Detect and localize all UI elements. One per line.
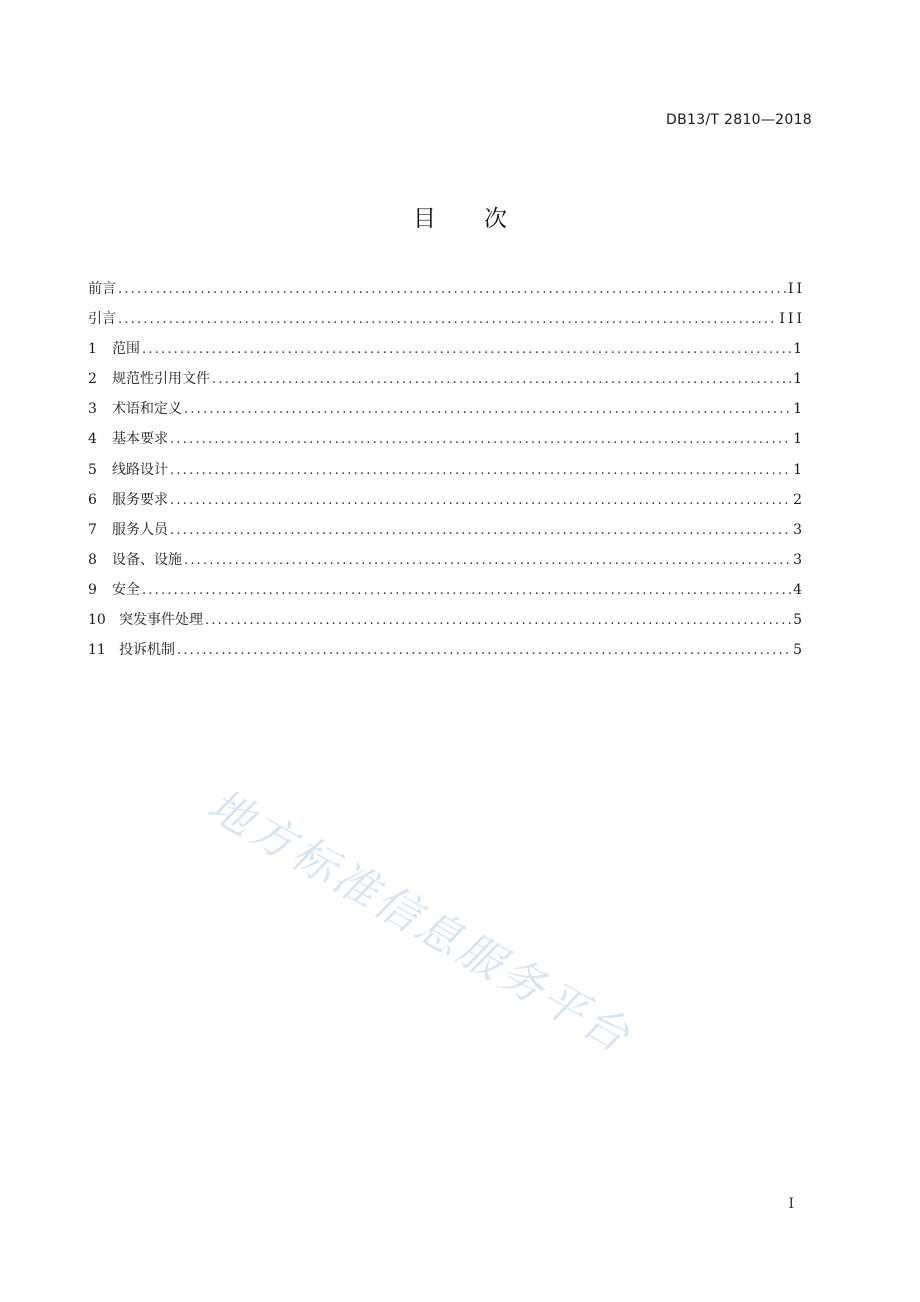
- toc-section-number: 6: [88, 491, 97, 508]
- toc-page-number: 2: [793, 491, 805, 508]
- toc-leader-dots: [205, 610, 791, 632]
- toc-entry-2[interactable]: [88, 368, 805, 398]
- toc-entry-label: 突发事件处理: [119, 612, 203, 629]
- toc-page-number: 1: [793, 371, 805, 388]
- toc-entry-label: 基本要求: [112, 431, 168, 448]
- toc-leader-dots: [177, 640, 791, 662]
- toc-entry-label: 规范性引用文件: [112, 371, 210, 388]
- toc-entry-label: 设备、设施: [112, 551, 182, 568]
- toc-entry-5[interactable]: [88, 459, 805, 489]
- toc-section-number: 2: [88, 371, 97, 388]
- toc-entry-label: 范围: [112, 341, 140, 358]
- toc-leader-dots: [184, 399, 791, 421]
- toc-leader-dots: [170, 429, 791, 451]
- toc-leader-dots: [118, 309, 777, 331]
- toc-page-number: 5: [793, 642, 805, 659]
- toc-page-number: 1: [793, 401, 805, 418]
- toc-page-number: 1: [793, 431, 805, 448]
- toc-leader-dots: [118, 279, 786, 301]
- page-number: I: [788, 1196, 794, 1212]
- toc-entry-1[interactable]: [88, 338, 805, 368]
- toc-section-number: 4: [88, 431, 97, 448]
- toc-entry-10[interactable]: [88, 609, 805, 639]
- toc-section-number: 3: [88, 401, 97, 418]
- toc-entry-label: 投诉机制: [119, 642, 175, 659]
- toc-entry-6[interactable]: [88, 489, 805, 519]
- toc-section-number: 10: [88, 612, 106, 629]
- toc-entry-label: 服务要求: [112, 491, 168, 508]
- watermark-text: 地方标准信息服务平台: [199, 779, 641, 1064]
- toc-section-number: 5: [88, 461, 97, 478]
- toc-entry-label: 服务人员: [112, 521, 168, 538]
- toc-entry-8[interactable]: [88, 549, 805, 579]
- toc-entry-3[interactable]: [88, 398, 805, 428]
- toc-page-number: 3: [793, 551, 805, 568]
- toc-entry-foreword[interactable]: [88, 278, 805, 308]
- toc-section-number: 7: [88, 521, 97, 538]
- toc-entry-label: 线路设计: [112, 461, 168, 478]
- toc-page-number: 1: [793, 461, 805, 478]
- toc-leader-dots: [170, 520, 791, 542]
- toc-entry-introduction[interactable]: [88, 308, 805, 338]
- toc-leader-dots: [212, 369, 791, 391]
- toc-leader-dots: [184, 550, 791, 572]
- toc-entry-label: 前言: [88, 281, 116, 297]
- toc-page-number: 5: [793, 612, 805, 629]
- toc-leader-dots: [142, 580, 791, 602]
- toc-leader-dots: [170, 460, 791, 482]
- toc-entry-11[interactable]: [88, 639, 805, 669]
- toc-entry-label: 引言: [88, 311, 116, 328]
- toc-section-number: 9: [88, 581, 97, 598]
- document-code: DB13/T 2810—2018: [666, 112, 812, 128]
- toc-leader-dots: [170, 490, 791, 512]
- page-title: 目次: [413, 206, 555, 232]
- toc-entry-4[interactable]: [88, 428, 805, 458]
- toc-page-number: II: [787, 281, 805, 297]
- toc-page-number: 1: [793, 341, 805, 358]
- toc-entry-7[interactable]: [88, 519, 805, 549]
- toc-section-number: 1: [88, 341, 97, 358]
- toc-entry-9[interactable]: [88, 579, 805, 609]
- toc-leader-dots: [142, 339, 791, 361]
- toc-section-number: 11: [88, 642, 106, 659]
- toc-entry-label: 术语和定义: [112, 401, 182, 418]
- toc-page-number: 4: [793, 581, 805, 598]
- toc-section-number: 8: [88, 551, 97, 568]
- toc-entry-label: 安全: [112, 581, 140, 598]
- toc-page-number: III: [779, 311, 805, 328]
- table-of-contents: [88, 278, 805, 669]
- toc-page-number: 3: [793, 521, 805, 538]
